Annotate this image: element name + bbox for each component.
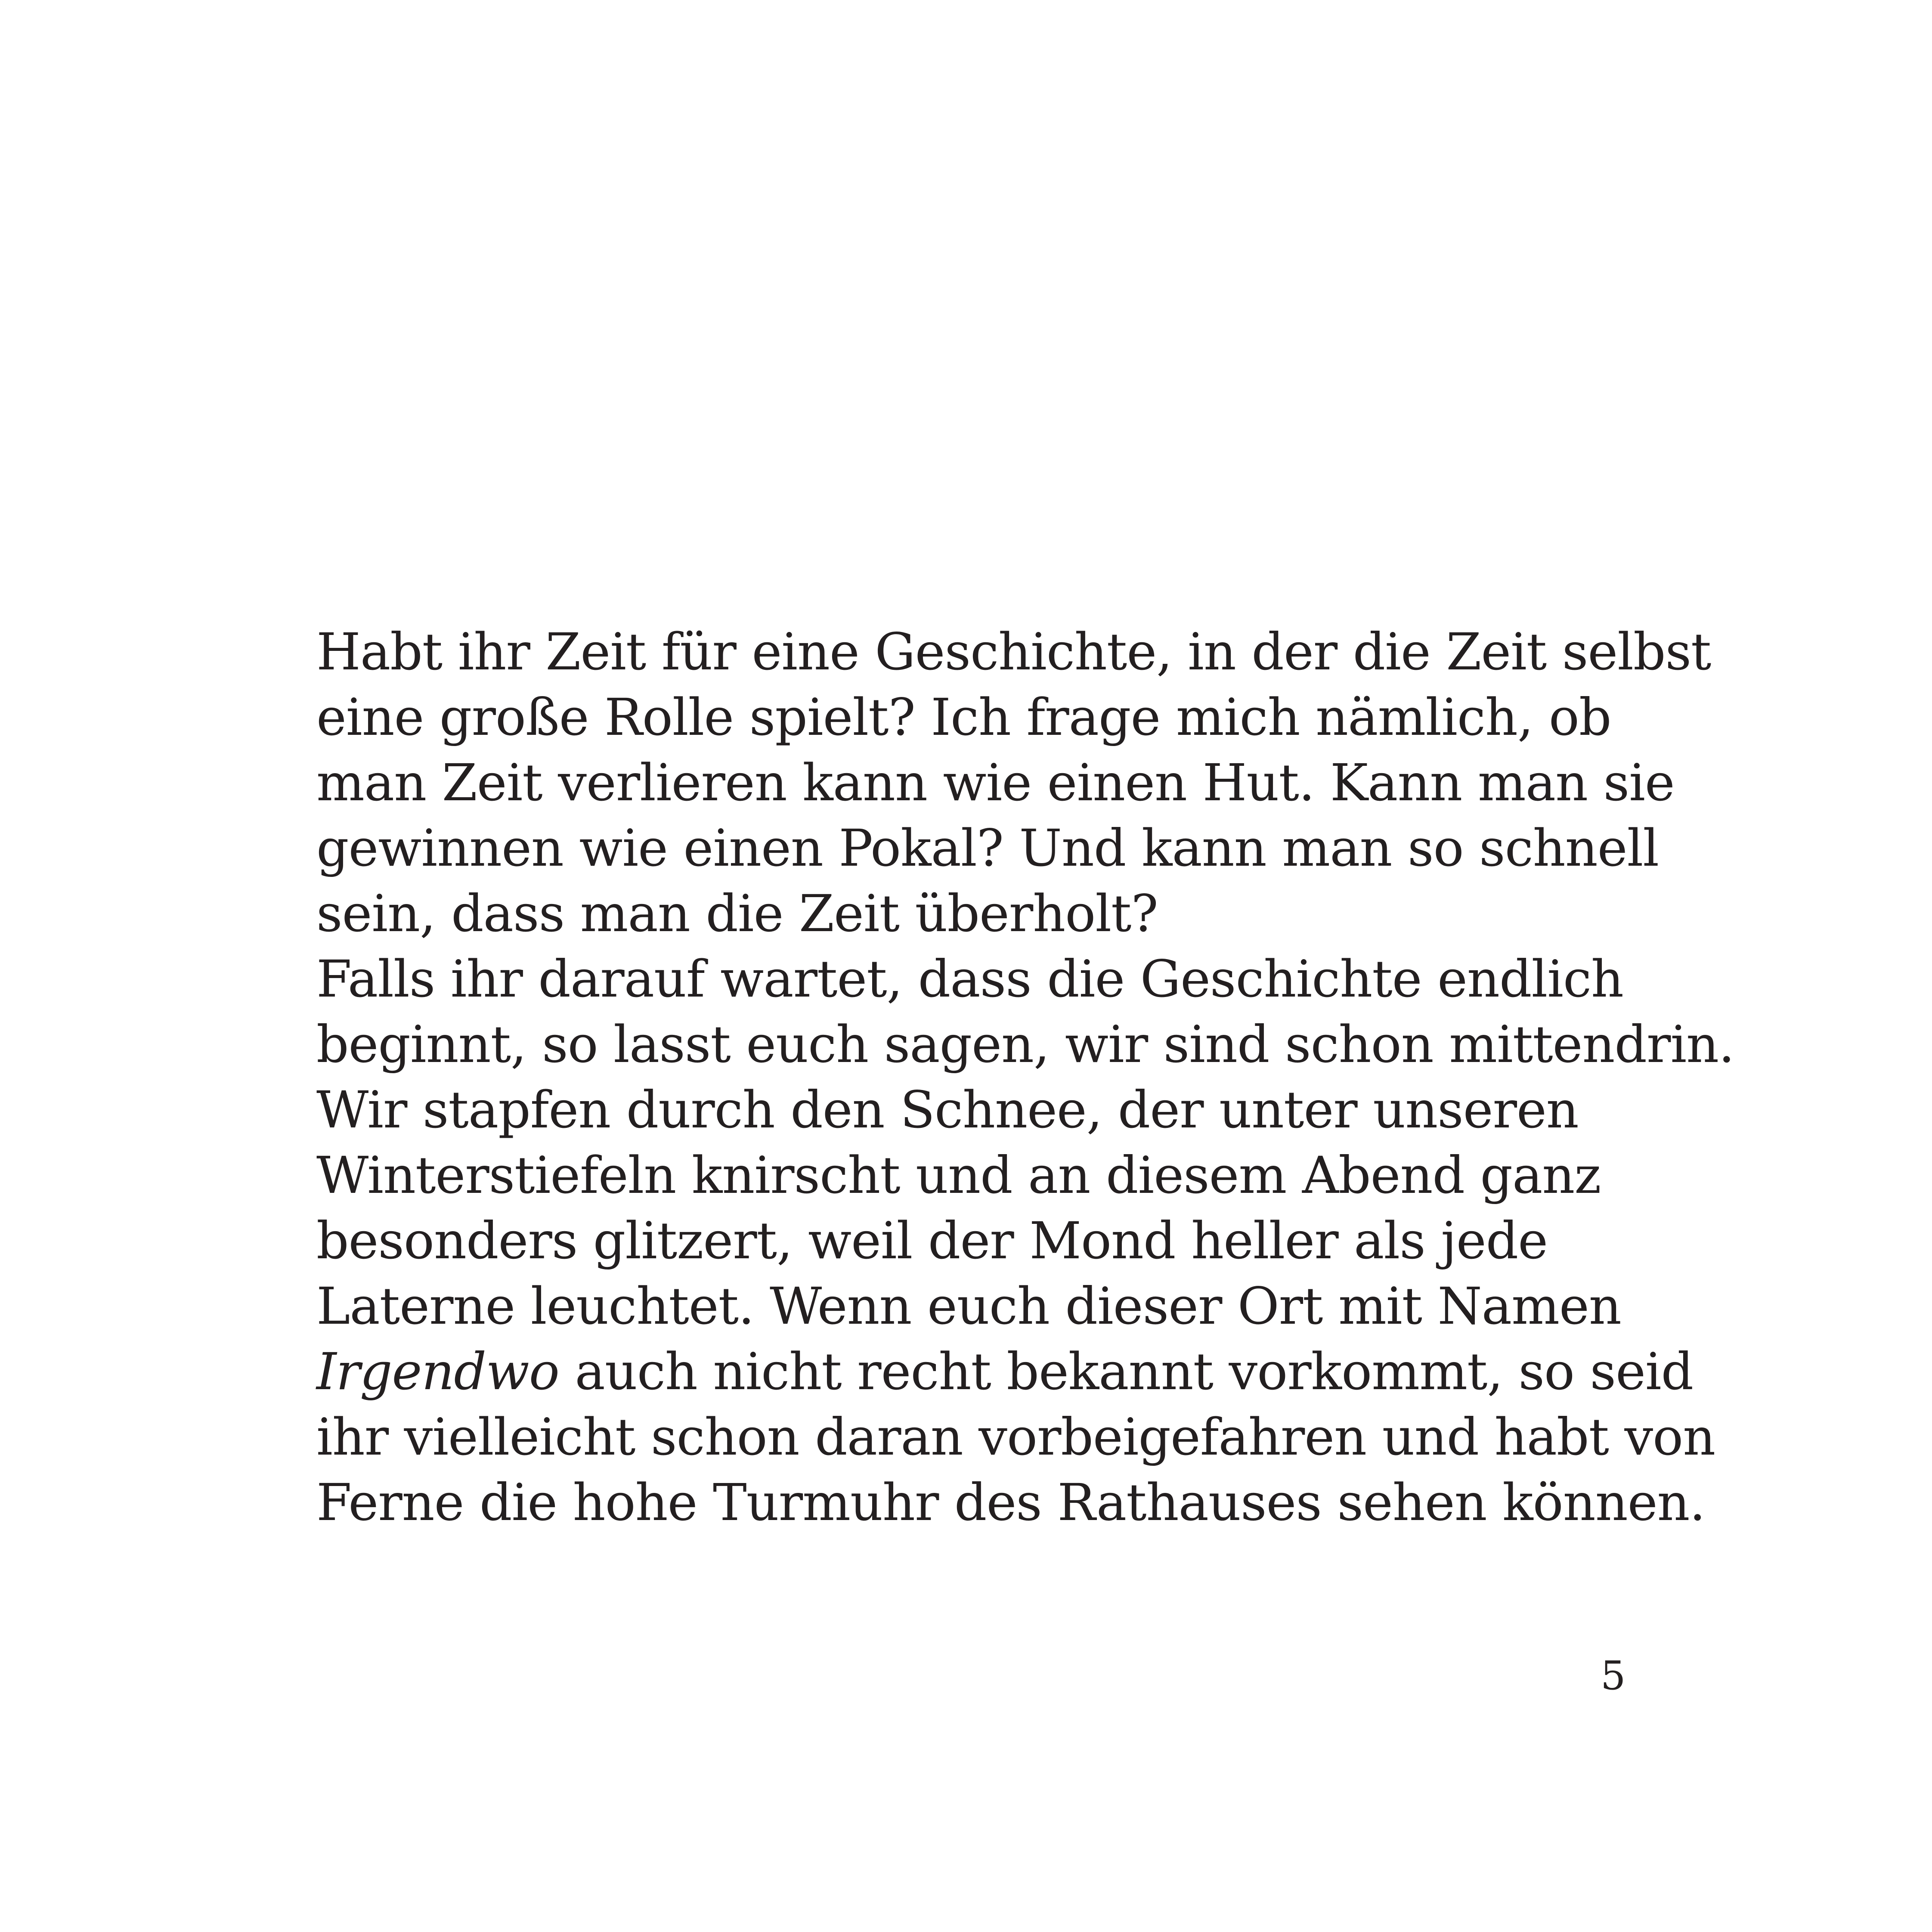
body-text xyxy=(316,619,1734,1535)
page-number: 5 xyxy=(1601,1653,1626,1699)
text-line: Habt ihr Zeit für eine Geschichte, in der die Zeit selbst xyxy=(316,622,1711,681)
text-line: besonders glitzert, weil der Mond heller als jede xyxy=(316,1211,1548,1270)
text-line: sein, dass man die Zeit überholt? xyxy=(316,884,1158,943)
text-line: eine große Rolle spielt? Ich frage mich nämlich, ob xyxy=(316,687,1611,747)
text-line: Ferne die hohe Turmuhr des Rathauses sehen können. xyxy=(316,1473,1706,1532)
text-line: Laterne leuchtet. Wenn euch dieser Ort mit Namen xyxy=(316,1276,1621,1336)
place-name-italic: Irgendwo xyxy=(316,1342,559,1401)
text-line: Falls ihr darauf wartet, dass die Geschichte endlich xyxy=(316,949,1624,1009)
text-line: beginnt, so lasst euch sagen, wir sind schon mittendrin. xyxy=(316,1015,1734,1074)
text-line-rest: auch nicht recht bekannt vorkommt, so seid xyxy=(559,1342,1694,1401)
text-line: gewinnen wie einen Pokal? Und kann man so schnell xyxy=(316,818,1659,878)
text-line xyxy=(316,1339,1694,1404)
text-line: man Zeit verlieren kann wie einen Hut. Kann man sie xyxy=(316,753,1675,812)
text-line: Winterstiefeln knirscht und an diesem Abend ganz xyxy=(316,1146,1601,1205)
text-line: Wir stapfen durch den Schnee, der unter unseren xyxy=(316,1080,1579,1139)
text-line: ihr vielleicht schon daran vorbeigefahren und habt von xyxy=(316,1407,1715,1467)
